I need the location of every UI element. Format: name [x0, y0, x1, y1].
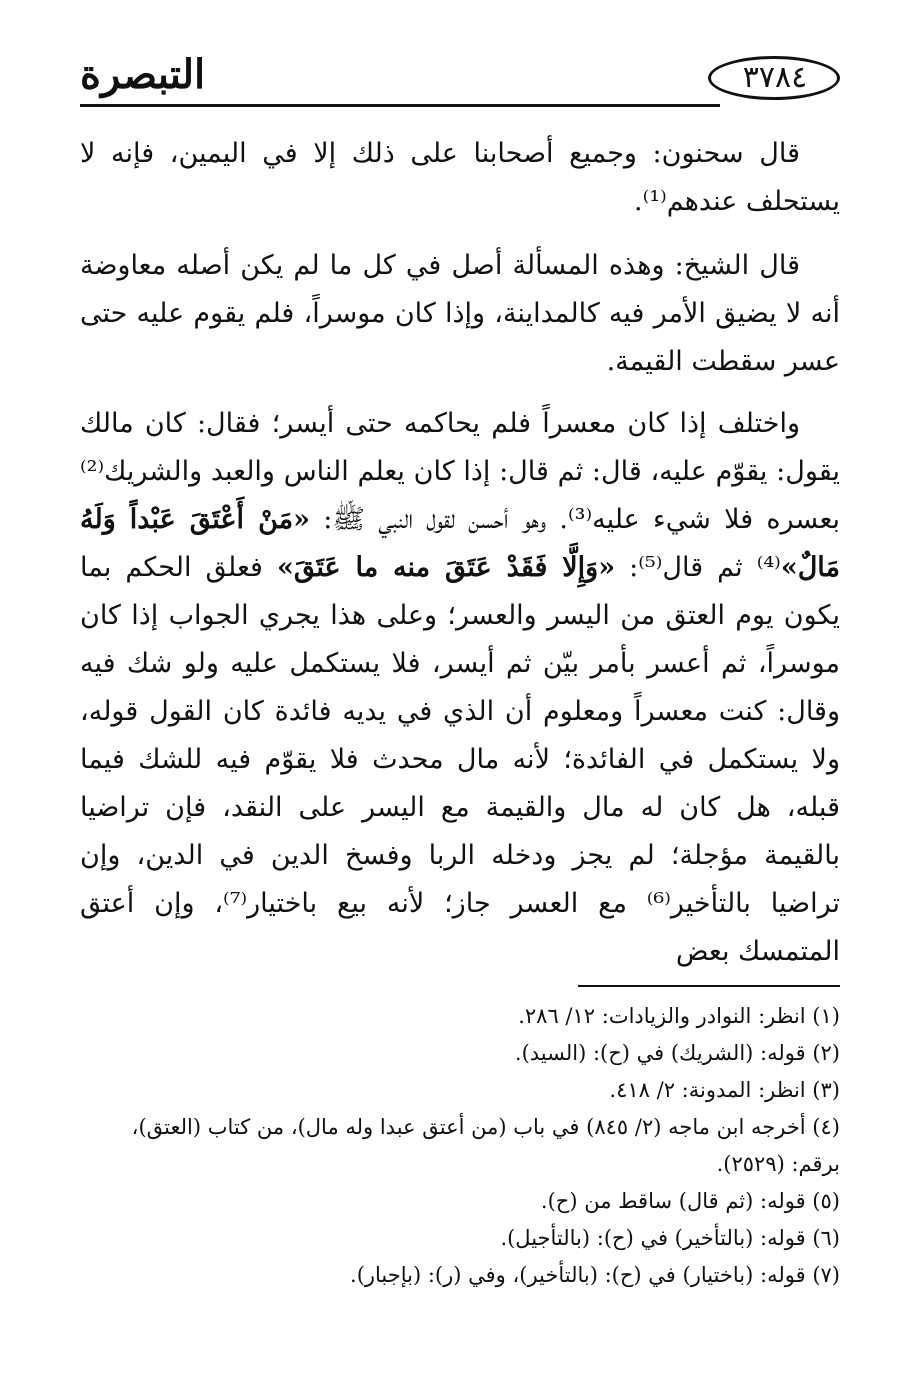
footnotes: [80, 998, 840, 1294]
page-number: ٣٧٨٤: [742, 60, 808, 95]
footnote-6: (٦) قوله: (بالتأخير) في (ح): (بالتأجيل).: [500, 1226, 840, 1250]
paragraph-3-part-a: واختلف إذا كان معسراً فلم يحاكمه حتى أيسر؛ فقال: كان مالك يقول: يقوّم عليه، قال: ثم قال: إذا كان يعلم الناس والعبد والشريك⁽²⁾ بعسره فلا شيء عليه⁽³⁾. وهو أحسن لقول النبي ﷺ:: [80, 408, 841, 535]
footnote-separator: [578, 985, 840, 987]
page-header: [80, 50, 840, 112]
paragraph-3-part-c: فعلق الحكم بما يكون يوم العتق من اليسر والعسر؛ وعلى هذا يجري الجواب إذا كان موسراً، ثم أعسر بأمر بيّن ثم أيسر، فلا يستكمل عليه ولو شك فيه وقال: كنت معسراً ومعلوم أن الذي في يديه فائدة كان القول قوله، ولا يستكمل في الفائدة؛ لأنه مال محدث فلا يقوّم فيه للشك فيما قبله، هل كان له مال والقيمة مع اليسر على النقد، فإن تراضيا بالقيمة مؤجلة؛ لم يجز ودخله الربا وفسخ الدين في الدين، وإن تراضيا بالتأخير⁽⁶⁾ مع العسر جاز؛ لأنه بيع باختيار⁽⁷⁾، وإن أعتق المتمسك بعض: [80, 552, 840, 967]
paragraph-2: قال الشيخ: وهذه المسألة أصل في كل ما لم يكن أصله معاوضة أنه لا يضيق الأمر فيه كالمداينة، وإذا كان موسراً، فلم يقوم عليه حتى عسر سقطت القيمة.: [80, 250, 840, 377]
footnote-5: (٥) قوله: (ثم قال) ساقط من (ح).: [540, 1189, 840, 1213]
footnote-3: (٣) انظر: المدونة: ٢/ ٤١٨.: [609, 1078, 840, 1102]
book-title: التبصرة: [80, 51, 206, 98]
paragraph-3-part-b: ⁽⁴⁾ ثم قال⁽⁵⁾:: [615, 552, 781, 583]
paragraph-1: قال سحنون: وجميع أصحابنا على ذلك إلا في اليمين، فإنه لا يستحلف عندهم⁽¹⁾.: [80, 138, 840, 217]
hadith-quote-1: «مَنْ أَعْتَقَ عَبْداً وَلَهُ مَالٌ»: [80, 504, 840, 583]
main-text: [80, 130, 840, 990]
footnote-7: (٧) قوله: (باختيار) في (ح): (بالتأخير)، وفي (ر): (بإجبار).: [350, 1263, 840, 1287]
footnote-1: (١) انظر: النوادر والزيادات: ١٢/ ٢٨٦.: [518, 1004, 840, 1028]
header-rule: [80, 104, 720, 107]
hadith-quote-2: «وَإِلَّا فَقَدْ عَتَقَ منه ما عَتَقَ»: [276, 552, 616, 583]
paragraph-3: [80, 400, 840, 976]
footnote-4: (٤) أخرجه ابن ماجه (٢/ ٨٤٥) في باب (من أعتق عبدا وله مال)، من كتاب (العتق)، برقم: (٢٥٢٩).: [131, 1115, 840, 1176]
footnote-2: (٢) قوله: (الشريك) في (ح): (السيد).: [514, 1041, 840, 1065]
